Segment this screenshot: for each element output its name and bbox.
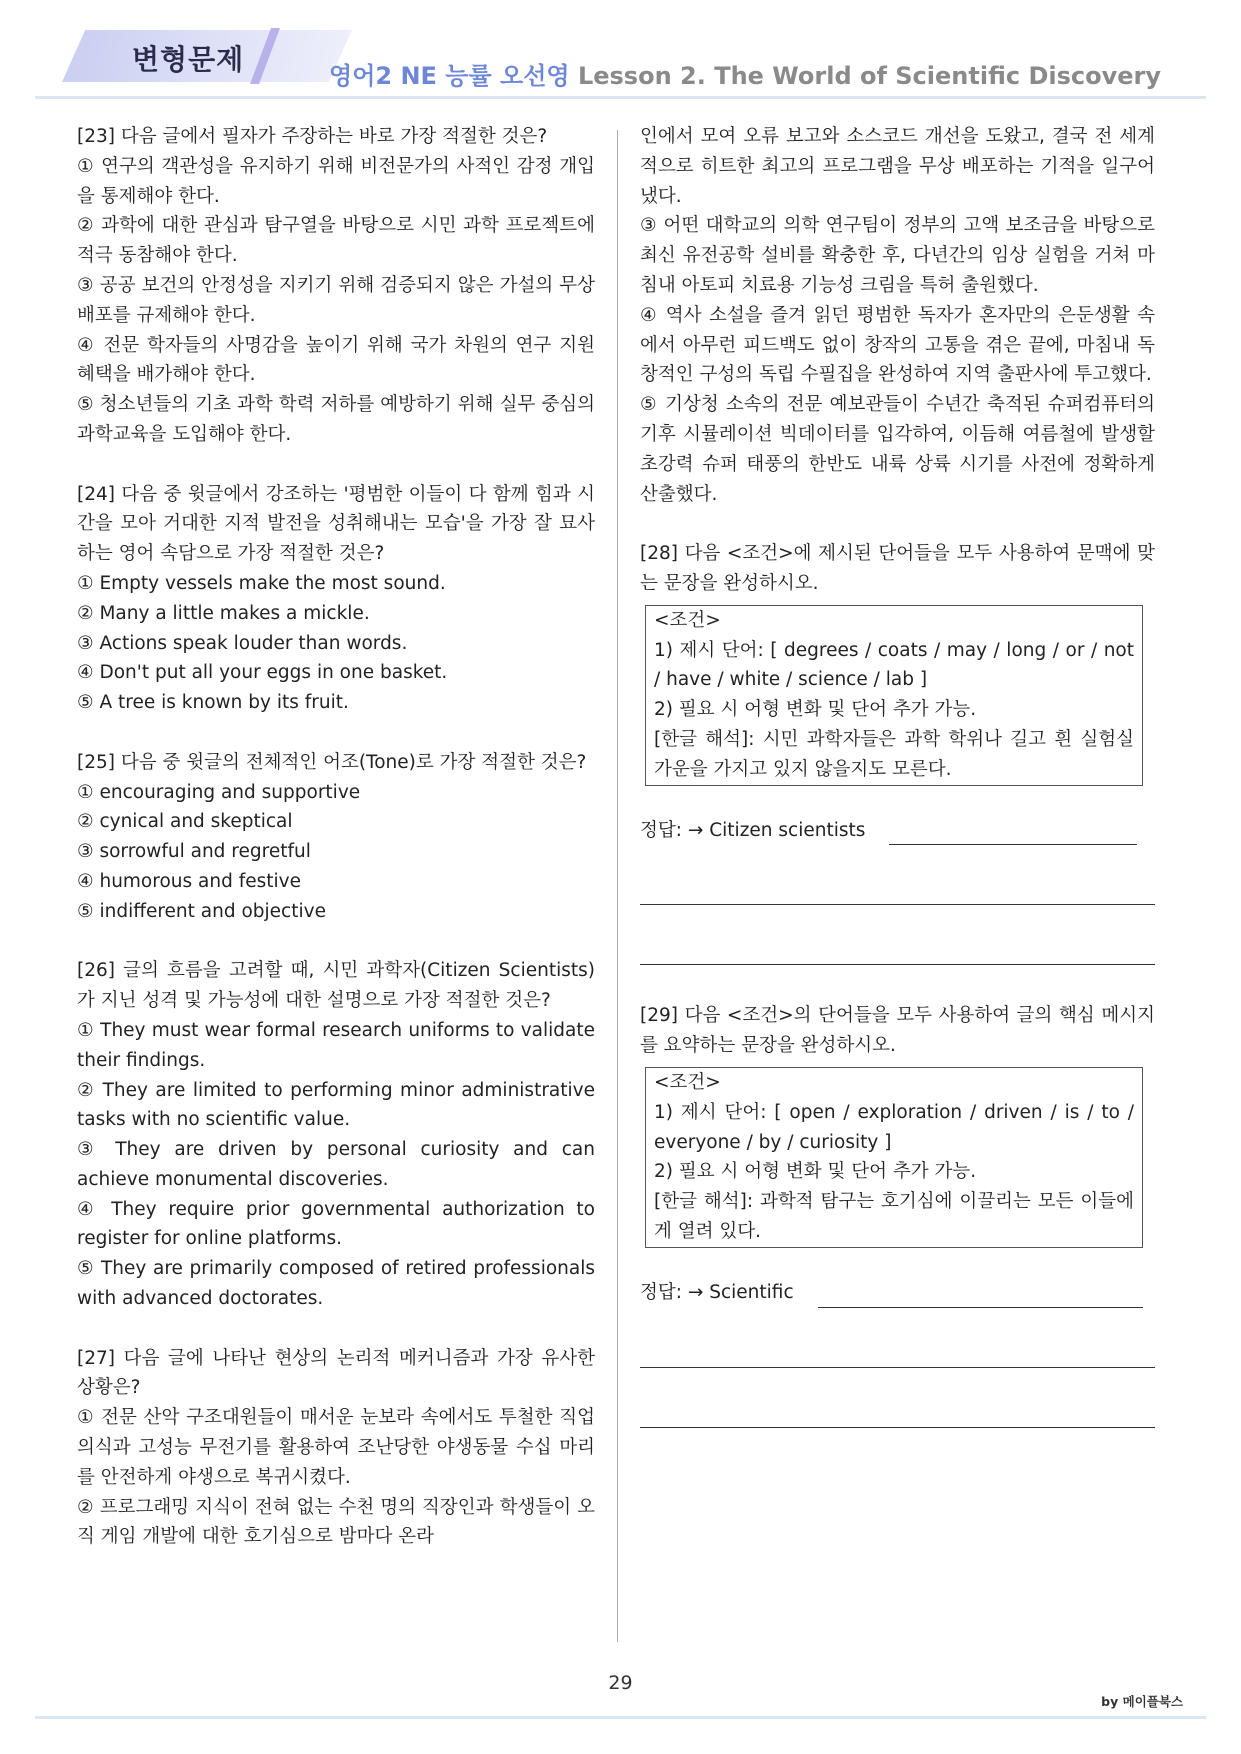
- condition-rule: 2) 필요 시 어형 변화 및 단어 추가 가능.: [654, 1161, 977, 1183]
- option-5: ⑤ A tree is known by its fruit.: [77, 692, 349, 714]
- option-1: ① They must wear formal research uniforms to validate their findings.: [77, 1019, 595, 1071]
- page-header-title: [329, 56, 1161, 91]
- question-stem: [23] 다음 글에서 필자가 주장하는 바로 가장 적절한 것은?: [77, 126, 548, 147]
- answer-blank[interactable]: [889, 822, 1137, 845]
- publisher-brand: by 메이플북스: [1101, 1694, 1183, 1709]
- answer-blank[interactable]: [818, 1285, 1143, 1308]
- question-stem: [25] 다음 중 윗글의 전체적인 어조(Tone)로 가장 적절한 것은?: [77, 751, 587, 773]
- question-stem: [26] 글의 흐름을 고려할 때, 시민 과학자(Citizen Scientists)가 지닌 성격 및 가능성에 대한 설명으로 가장 적절한 것은?: [77, 960, 595, 1012]
- option-2: ② 과학에 대한 관심과 탐구열을 바탕으로 시민 과학 프로젝트에 적극 동참해야 한다.: [77, 215, 595, 267]
- condition-rule: 2) 필요 시 어형 변화 및 단어 추가 가능.: [654, 699, 977, 721]
- option-3: ③ sorrowful and regretful: [77, 841, 311, 863]
- question-23: [77, 122, 595, 450]
- question-24: [77, 480, 595, 718]
- option-2: ② Many a little makes a mickle.: [77, 602, 370, 624]
- option-2: ② cynical and skeptical: [77, 811, 293, 833]
- question-25: [77, 748, 595, 927]
- question-stem: [27] 다음 글에 나타난 현상의 논리적 메커니즘과 가장 유사한 상황은?: [77, 1347, 595, 1399]
- option-3: ③ Actions speak louder than words.: [77, 632, 408, 654]
- option-1: ① Empty vessels make the most sound.: [77, 572, 446, 594]
- header-divider: [35, 96, 1206, 99]
- question-stem: [24] 다음 중 윗글에서 강조하는 '평범한 이들이 다 함께 힘과 시간을 모아 거대한 지적 발전을 성취해내는 모습'을 가장 잘 묘사하는 영어 속담으로 가장 적절한 것은?: [77, 483, 595, 565]
- header-textbook: 영어2 NE 능률 오선영: [329, 62, 570, 90]
- condition-words: 1) 제시 단어: [ degrees / coats / may / long / or / not / have / white / science / lab ]: [654, 639, 1134, 691]
- answer-line: [640, 1278, 1155, 1308]
- option-4: ④ 역사 소설을 즐겨 읽던 평범한 독자가 혼자만의 은둔생활 속에서 아무런 피드백도 없이 창작의 고통을 겪은 끝에, 마침내 독창적인 구성의 독립 수필집을 완성하여 지역 출판사에 투고했다.: [640, 304, 1155, 386]
- option-4: ④ 전문 학자들의 사명감을 높이기 위해 국가 차원의 연구 지원 혜택을 배가해야 한다.: [77, 334, 595, 386]
- answer-blank-line[interactable]: [640, 903, 1155, 905]
- question-stem: [28] 다음 <조건>에 제시된 단어들을 모두 사용하여 문맥에 맞는 문장을 완성하시오.: [640, 543, 1155, 594]
- condition-box: [645, 1067, 1143, 1248]
- condition-title: <조건>: [654, 1071, 721, 1093]
- question-26: [77, 956, 595, 1314]
- option-2: ② They are limited to performing minor administrative tasks with no scientific value.: [77, 1079, 595, 1131]
- option-5: ⑤ They are primarily composed of retired professionals with advanced doctorates.: [77, 1258, 595, 1310]
- question-27-continued: [640, 122, 1155, 509]
- option-5: ⑤ indifferent and objective: [77, 900, 326, 922]
- question-29: [640, 1001, 1155, 1427]
- page-number: 29: [608, 1672, 633, 1694]
- option-4: ④ humorous and festive: [77, 870, 301, 892]
- answer-prefix: 정답: → Citizen scientists: [640, 819, 866, 841]
- option-3: ③ 공공 보건의 안정성을 지키기 위해 검증되지 않은 가설의 무상 배포를 규제해야 한다.: [77, 274, 595, 326]
- option-1: ① encouraging and supportive: [77, 781, 361, 803]
- option-5: ⑤ 기상청 소속의 전문 예보관들이 수년간 축적된 슈퍼컴퓨터의 기후 시뮬레이션 빅데이터를 입각하여, 이듬해 여름철에 발생할 초강력 슈퍼 태풍의 한반도 내륙 상륙 시기를 사전에 정확하게 산출했다.: [640, 394, 1155, 505]
- option-3: ③ 어떤 대학교의 의학 연구팀이 정부의 고액 보조금을 바탕으로 최신 유전공학 설비를 확충한 후, 다년간의 임상 실험을 거쳐 마침내 아토피 치료용 기능성 크림을 특허 출원했다.: [640, 215, 1155, 296]
- option-2-start: ② 프로그래밍 지식이 전혀 없는 수천 명의 직장인과 학생들이 오직 게임 개발에 대한 호기심으로 밤마다 온라: [77, 1496, 595, 1548]
- option-1: ① 전문 산악 구조대원들이 매서운 눈보라 속에서도 투철한 직업의식과 고성능 무전기를 활용하여 조난당한 야생동물 수십 마리를 안전하게 야생으로 복귀시켰다.: [77, 1407, 595, 1488]
- answer-blank-line[interactable]: [640, 1426, 1155, 1428]
- option-1: ① 연구의 객관성을 유지하기 위해 비전문가의 사적인 감정 개입을 통제해야 한다.: [77, 155, 595, 207]
- header-lesson: Lesson 2. The World of Scientific Discovery: [577, 62, 1161, 90]
- right-column: [640, 122, 1155, 1457]
- option-4: ④ Don't put all your eggs in one basket.: [77, 662, 448, 684]
- condition-translation: [한글 해석]: 과학적 탐구는 호기심에 이끌리는 모든 이들에게 열려 있다.: [654, 1191, 1134, 1242]
- option-3: ③ They are driven by personal curiosity and can achieve monumental discoveries.: [77, 1139, 595, 1190]
- footer-divider: [35, 1716, 1206, 1719]
- column-divider: [617, 130, 618, 1642]
- option-4: ④ They require prior governmental authorization to register for online platforms.: [77, 1198, 595, 1250]
- answer-blank-line[interactable]: [640, 963, 1155, 965]
- condition-translation: [한글 해석]: 시민 과학자들은 과학 학위나 길고 흰 실험실 가운을 가지고 있지 않을지도 모른다.: [654, 728, 1134, 780]
- question-27: [77, 1344, 595, 1553]
- option-5: ⑤ 청소년들의 기초 과학 학력 저하를 예방하기 위해 실무 중심의 과학교육을 도입해야 한다.: [77, 394, 595, 445]
- condition-words: 1) 제시 단어: [ open / exploration / driven / is / to / everyone / by / curiosity ]: [654, 1101, 1134, 1153]
- answer-line: [640, 816, 1155, 846]
- condition-box: [645, 605, 1143, 786]
- question-28: [640, 539, 1155, 965]
- answer-blank-line[interactable]: [640, 1366, 1155, 1368]
- question-stem: [29] 다음 <조건>의 단어들을 모두 사용하여 글의 핵심 메시지를 요약하는 문장을 완성하시오.: [640, 1005, 1155, 1057]
- answer-prefix: 정답: → Scientific: [640, 1281, 794, 1303]
- condition-title: <조건>: [654, 609, 721, 631]
- option-2-continued: 인에서 모여 오류 보고와 소스코드 개선을 도왔고, 결국 전 세계적으로 히트한 최고의 프로그램을 무상 배포하는 기적을 일구어냈다.: [640, 126, 1155, 207]
- section-badge: 변형문제: [132, 43, 245, 76]
- left-column: [77, 122, 595, 1582]
